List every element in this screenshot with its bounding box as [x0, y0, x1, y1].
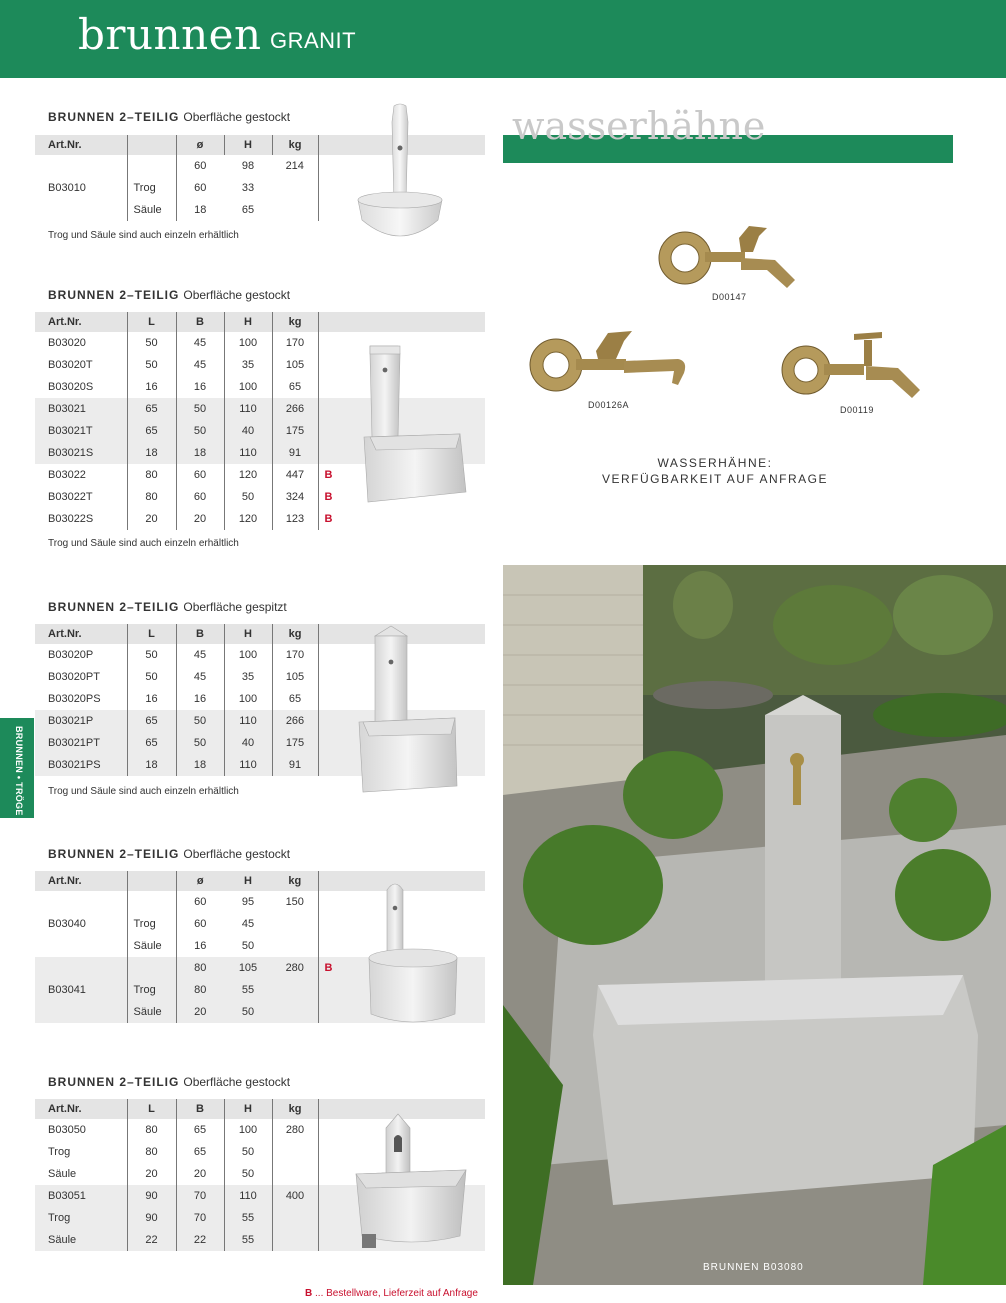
table-row: B03020S 16 16 100 65 [35, 376, 485, 398]
table-row: B03022S 20 20 120 123 B [35, 508, 485, 530]
section-heading: BRUNNEN 2–TEILIG Oberfläche gestockt [48, 110, 291, 124]
spec-table: Art.Nr. L B H kg B03050 80 65 100 280 Trog 80 65 50 Säule 20 20 50 B03051 90 70 110 400 Trog 90 70 55 Säule 22 22 55 [35, 1099, 485, 1251]
table-row: B03040 Trog 60 45 [35, 913, 485, 935]
table-row: B03021 65 50 110 266 [35, 398, 485, 420]
wasserhaehne-title: wasserhähne [512, 104, 766, 148]
taps-availability-note: WASSERHÄHNE: VERFÜGBARKEIT AUF ANFRAGE [602, 456, 828, 486]
table-row: B03020PS 16 16 100 65 [35, 688, 485, 710]
table-row: B03021P 65 50 110 266 [35, 710, 485, 732]
table-row: Trog 90 70 55 [35, 1207, 485, 1229]
table-row: B03051 90 70 110 400 [35, 1185, 485, 1207]
tap-d00119-label: D00119 [840, 405, 874, 415]
section-heading: BRUNNEN 2–TEILIG Oberfläche gestockt [48, 1075, 291, 1089]
table-row: Säule 18 65 [35, 199, 485, 221]
tap-d00126a-image [528, 325, 693, 400]
page-header [0, 0, 1006, 78]
spec-table: Art.Nr. L B H kg B03020P 50 45 100 170 B03020PT 50 45 35 105 B03020PS 16 16 100 65 B03021P 65 50 110 266 B03021PT 65 50 40 175 B03021PS 18 18 110 91 [35, 624, 485, 776]
table-row: 60 95 150 [35, 891, 485, 913]
table-row: B03020T 50 45 35 105 [35, 354, 485, 376]
table-row: Trog 80 65 50 [35, 1141, 485, 1163]
table-row: 60 98 214 [35, 155, 485, 177]
table-row: B03010 Trog 60 33 [35, 177, 485, 199]
spec-table: Art.Nr. ø H kg 60 95 150 B03040 Trog 60 45 Säule 16 50 80 105 280 B B03041 Trog 80 55 Säule 20 50 [35, 871, 485, 1023]
table-row: B03021PT 65 50 40 175 [35, 732, 485, 754]
spec-table: Art.Nr. L B H kg B03020 50 45 100 170 B03020T 50 45 35 105 B03020S 16 16 100 65 B03021 65 50 110 266 B03021T 65 50 40 175 B03021S 18 18 110 91 B03022 80 60 120 447 B B03022T 80 60 50 324 B B03022S 20 20 120 123 B [35, 312, 485, 530]
table-row: 80 105 280 B [35, 957, 485, 979]
tap-d00147-image [655, 218, 805, 298]
fountain-b03010-image [350, 102, 450, 252]
table-row: B03021T 65 50 40 175 [35, 420, 485, 442]
table-row: B03020PT 50 45 35 105 [35, 666, 485, 688]
fountain-b0302x-image [362, 342, 472, 507]
table-row: B03050 80 65 100 280 [35, 1119, 485, 1141]
section-note: Trog und Säule sind auch einzeln erhältlich [48, 786, 239, 797]
table-row: B03021PS 18 18 110 91 [35, 754, 485, 776]
spec-table: Art.Nr. ø H kg 60 98 214 B03010 Trog 60 33 Säule 18 65 [35, 135, 485, 221]
photo-caption: BRUNNEN B03080 [703, 1262, 804, 1273]
tap-d00119-image [780, 322, 930, 407]
table-row: B03022 80 60 120 447 B [35, 464, 485, 486]
garden-fountain-photo [503, 565, 1006, 1285]
table-row: B03022T 80 60 50 324 B [35, 486, 485, 508]
fountain-b0302xp-image [355, 622, 465, 797]
side-tab [0, 718, 34, 818]
table-row: B03041 Trog 80 55 [35, 979, 485, 1001]
section-note: Trog und Säule sind auch einzeln erhältlich [48, 230, 239, 241]
side-tab-label: BRUNNEN • TRÖGE [14, 726, 24, 816]
table-row: B03020 50 45 100 170 [35, 332, 485, 354]
tap-d00126a-label: D00126A [588, 400, 630, 410]
section-heading: BRUNNEN 2–TEILIG Oberfläche gestockt [48, 847, 291, 861]
table-row: Säule 16 50 [35, 935, 485, 957]
page-subtitle: GRANIT [270, 28, 357, 53]
section-note: Trog und Säule sind auch einzeln erhältlich [48, 538, 239, 549]
page-title: brunnen [78, 10, 262, 59]
table-row: B03020P 50 45 100 170 [35, 644, 485, 666]
fountain-b0304x-image [365, 878, 461, 1028]
table-row: Säule 20 20 50 [35, 1163, 485, 1185]
tap-d00147-label: D00147 [712, 292, 747, 302]
table-row: Säule 22 22 55 [35, 1229, 485, 1251]
table-row: Säule 20 50 [35, 1001, 485, 1023]
fountain-b0305x-image [352, 1108, 470, 1253]
footer-legend: B ... Bestellware, Lieferzeit auf Anfrage [305, 1288, 478, 1299]
section-heading: BRUNNEN 2–TEILIG Oberfläche gespitzt [48, 600, 287, 614]
section-heading: BRUNNEN 2–TEILIG Oberfläche gestockt [48, 288, 291, 302]
table-row: B03021S 18 18 110 91 [35, 442, 485, 464]
